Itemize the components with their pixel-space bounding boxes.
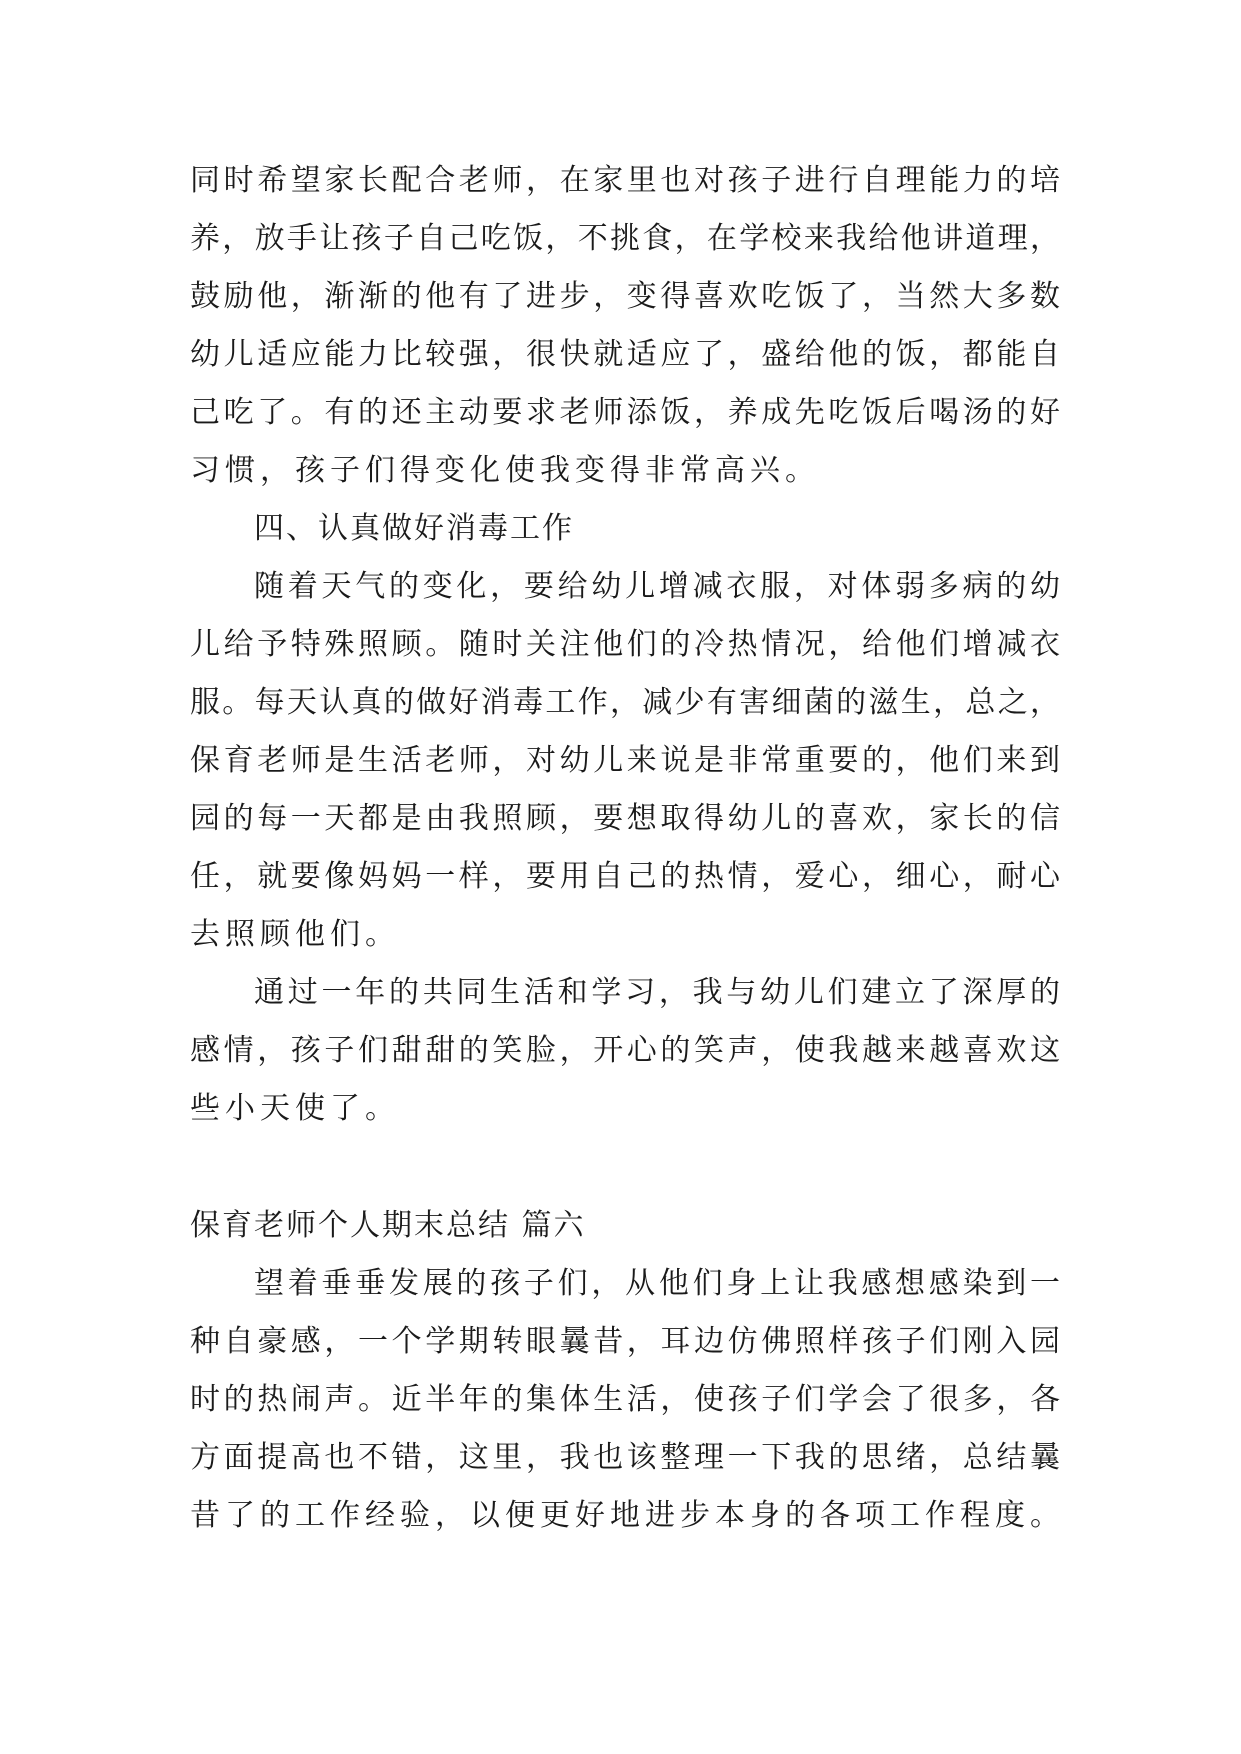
document-body [190,162,1060,1555]
text-line: 同时希望家长配合老师，在家里也对孩子进行自理能力的培 [190,163,1060,198]
paragraph-gap [190,1148,1060,1207]
text-line: 服。每天认真的做好消毒工作，减少有害细菌的滋生，总之， [190,685,1060,720]
section-heading: 四、认真做好消毒工作 [254,511,574,546]
text-line: 方面提高也不错，这里，我也该整理一下我的思绪，总结曩 [190,1440,1060,1475]
text-line: 感情，孩子们甜甜的笑脸，开心的笑声，使我越来越喜欢这 [190,1033,1060,1068]
text-line: 时的热闹声。近半年的集体生活，使孩子们学会了很多，各 [190,1382,1060,1417]
text-line: 养，放手让孩子自己吃饭，不挑食，在学校来我给他讲道理， [190,221,1060,256]
text-line: 昔了的工作经验，以便更好地进步本身的各项工作程度。 [190,1498,1060,1533]
text-line: 保育老师是生活老师，对幼儿来说是非常重要的，他们来到 [190,743,1060,778]
text-line: 幼儿适应能力比较强，很快就适应了，盛给他的饭，都能自 [190,337,1060,372]
article-title: 保育老师个人期末总结 篇六 [190,1208,586,1243]
text-line: 任，就要像妈妈一样，要用自己的热情，爱心，细心，耐心 [190,859,1060,894]
text-line: 望着垂垂发展的孩子们，从他们身上让我感想感染到一 [254,1266,1060,1301]
text-line: 些小天使了。 [190,1091,400,1126]
text-line: 园的每一天都是由我照顾，要想取得幼儿的喜欢，家长的信 [190,801,1060,836]
text-line: 鼓励他，渐渐的他有了进步，变得喜欢吃饭了，当然大多数 [190,279,1060,314]
text-line: 儿给予特殊照顾。随时关注他们的冷热情况，给他们增减衣 [190,627,1060,662]
text-line: 种自豪感，一个学期转眼曩昔，耳边仿佛照样孩子们刚入园 [190,1324,1060,1359]
text-line: 随着天气的变化，要给幼儿增减衣服，对体弱多病的幼 [254,569,1060,604]
text-line: 己吃了。有的还主动要求老师添饭，养成先吃饭后喝汤的好 [190,395,1060,430]
text-line: 去照顾他们。 [190,917,400,952]
text-line: 习惯，孩子们得变化使我变得非常高兴。 [190,453,820,488]
text-line: 通过一年的共同生活和学习，我与幼儿们建立了深厚的 [254,975,1060,1010]
